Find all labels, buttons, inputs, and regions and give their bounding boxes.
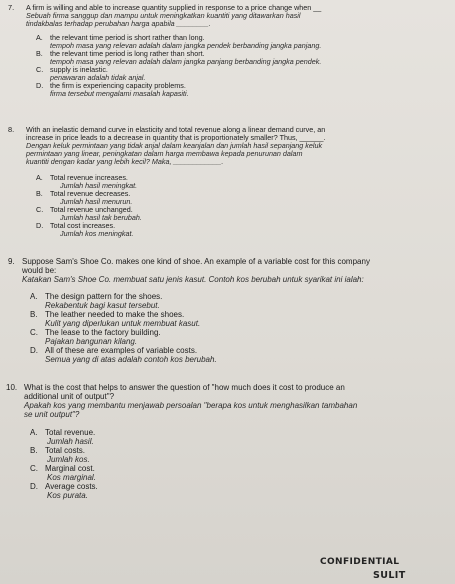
q10-option-a-letter: A.: [30, 428, 38, 437]
q9-option-d-letter: D.: [30, 346, 38, 355]
q7-option-c-ms: penawaran adalah tidak anjal.: [50, 73, 146, 82]
q8-stem-en-1: With an inelastic demand curve in elasticity and total revenue along a linear demand curve, an: [26, 125, 326, 134]
q8-option-b-ms: Jumlah hasil menurun.: [60, 197, 133, 206]
q9-option-b-ms: Kulit yang diperlukan untuk membuat kasut.: [45, 319, 201, 328]
q8-option-c-letter: C.: [36, 205, 44, 214]
q10-option-a-ms: Jumlah hasil.: [47, 437, 94, 446]
q8-option-a-en: Total revenue increases.: [50, 173, 128, 182]
q7-stem-en: A firm is willing and able to increase quantity supplied in response to a price change when __: [26, 3, 322, 12]
q10-stem-ms-1: Apakah kos yang membantu menjawab persoalan "berapa kos untuk menghasilkan tambahan: [24, 401, 358, 410]
q10-option-c-letter: C.: [30, 464, 38, 473]
q7-option-d-en: the firm is experiencing capacity problems.: [50, 81, 186, 90]
q8-stem-ms-3: kuantiti dengan kadar yang lebih kecil? Maka, ____________.: [26, 157, 224, 166]
q8-option-a-ms: Jumlah hasil meningkat.: [60, 181, 138, 190]
q8-option-d-ms: Jumlah kos meningkat.: [60, 229, 134, 238]
q9-option-d-en: All of these are examples of variable costs.: [45, 346, 198, 355]
q7-option-d-letter: D.: [36, 81, 44, 90]
q7-stem-ms-1: Sebuah firma sanggup dan mampu untuk meningkatkan kuantiti yang ditawarkan hasil: [26, 11, 301, 20]
q9-option-c-ms: Pajakan bangunan kilang.: [45, 337, 138, 346]
confidential-label: CONFIDENTIAL: [320, 557, 400, 567]
q9-option-b-en: The leather needed to make the shoes.: [45, 310, 185, 319]
q10-option-b-ms: Jumlah kos.: [47, 455, 90, 464]
q9-stem-en-2: would be:: [22, 266, 57, 275]
q9-option-a-en: The design pattern for the shoes.: [45, 292, 163, 301]
q7-option-d-ms: firma tersebut mengalami masalah kapasiti.: [50, 89, 189, 98]
q10-option-b-letter: B.: [30, 446, 38, 455]
q10-stem-ms-2: se unit output"?: [24, 410, 80, 419]
q8-option-b-letter: B.: [36, 189, 43, 198]
q10-stem-en-2: additional unit of output"?: [24, 392, 115, 401]
q9-option-c-letter: C.: [30, 328, 38, 337]
q7-option-b-letter: B.: [36, 49, 43, 58]
q7-option-b-en: the relevant time period is long rather than short.: [50, 49, 205, 58]
q7-stem-ms-2: tindakbalas terhadap perubahan harga apabila ________.: [26, 19, 211, 28]
q9-option-d-ms: Semua yang di atas adalah contoh kos berubah.: [45, 355, 217, 364]
q8-option-c-ms: Jumlah hasil tak berubah.: [60, 213, 142, 222]
q9-stem-en-1: Suppose Sam's Shoe Co. makes one kind of shoe. An example of a variable cost for this company: [22, 257, 370, 266]
q7-number: 7.: [8, 3, 15, 12]
q8-option-d-en: Total cost increases.: [50, 221, 116, 230]
q8-option-b-en: Total revenue decreases.: [50, 189, 131, 198]
q10-option-a-en: Total revenue.: [45, 428, 96, 437]
q10-option-d-letter: D.: [30, 482, 38, 491]
q9-option-b-letter: B.: [30, 310, 38, 319]
q10-option-d-ms: Kos purata.: [47, 491, 88, 500]
q7-option-c-en: supply is inelastic.: [50, 65, 108, 74]
q9-stem-ms: Katakan Sam's Shoe Co. membuat satu jenis kasut. Contoh kos berubah untuk syarikat ini ialah:: [22, 275, 364, 284]
q10-option-c-en: Marginal cost.: [45, 464, 95, 473]
q9-option-c-en: The lease to the factory building.: [45, 328, 161, 337]
q8-number: 8.: [8, 125, 15, 134]
q7-option-b-ms: tempoh masa yang relevan adalah dalam jangka panjang berbanding jangka pendek.: [50, 57, 322, 66]
q10-stem-en-1: What is the cost that helps to answer the question of "how much does it cost to produce an: [24, 383, 345, 392]
q10-number: 10.: [6, 383, 18, 392]
q7-option-a-ms: tempoh masa yang relevan adalah dalam jangka pendek berbanding jangka panjang.: [50, 41, 322, 50]
q10-option-d-en: Average costs.: [45, 482, 98, 491]
q9-number: 9.: [8, 257, 15, 266]
q7-option-a-en: the relevant time period is short rather than long.: [50, 33, 205, 42]
q8-option-c-en: Total revenue unchanged.: [50, 205, 133, 214]
q10-option-b-en: Total costs.: [45, 446, 86, 455]
q9-option-a-ms: Rekabentuk bagi kasut tersebut.: [45, 301, 160, 310]
q7-option-a-letter: A.: [36, 33, 43, 42]
q8-option-d-letter: D.: [36, 221, 44, 230]
sulit-label: SULIT: [373, 570, 406, 581]
q10-option-c-ms: Kos marginal.: [47, 473, 96, 482]
q8-stem-en-2: increase in price leads to a decrease in quantity that is proportionately smaller? Thus, ______.: [26, 133, 326, 142]
q7-option-c-letter: C.: [36, 65, 44, 74]
q8-stem-ms-2: permintaan yang linear, peningkatan dalam harga membawa kepada penurunan dalam: [26, 149, 303, 158]
q8-stem-ms-1: Dengan keluk permintaan yang tidak anjal dalam keanjalan dan jumlah hasil sepanjang keluk: [26, 141, 323, 150]
q9-option-a-letter: A.: [30, 292, 38, 301]
q8-option-a-letter: A.: [36, 173, 43, 182]
